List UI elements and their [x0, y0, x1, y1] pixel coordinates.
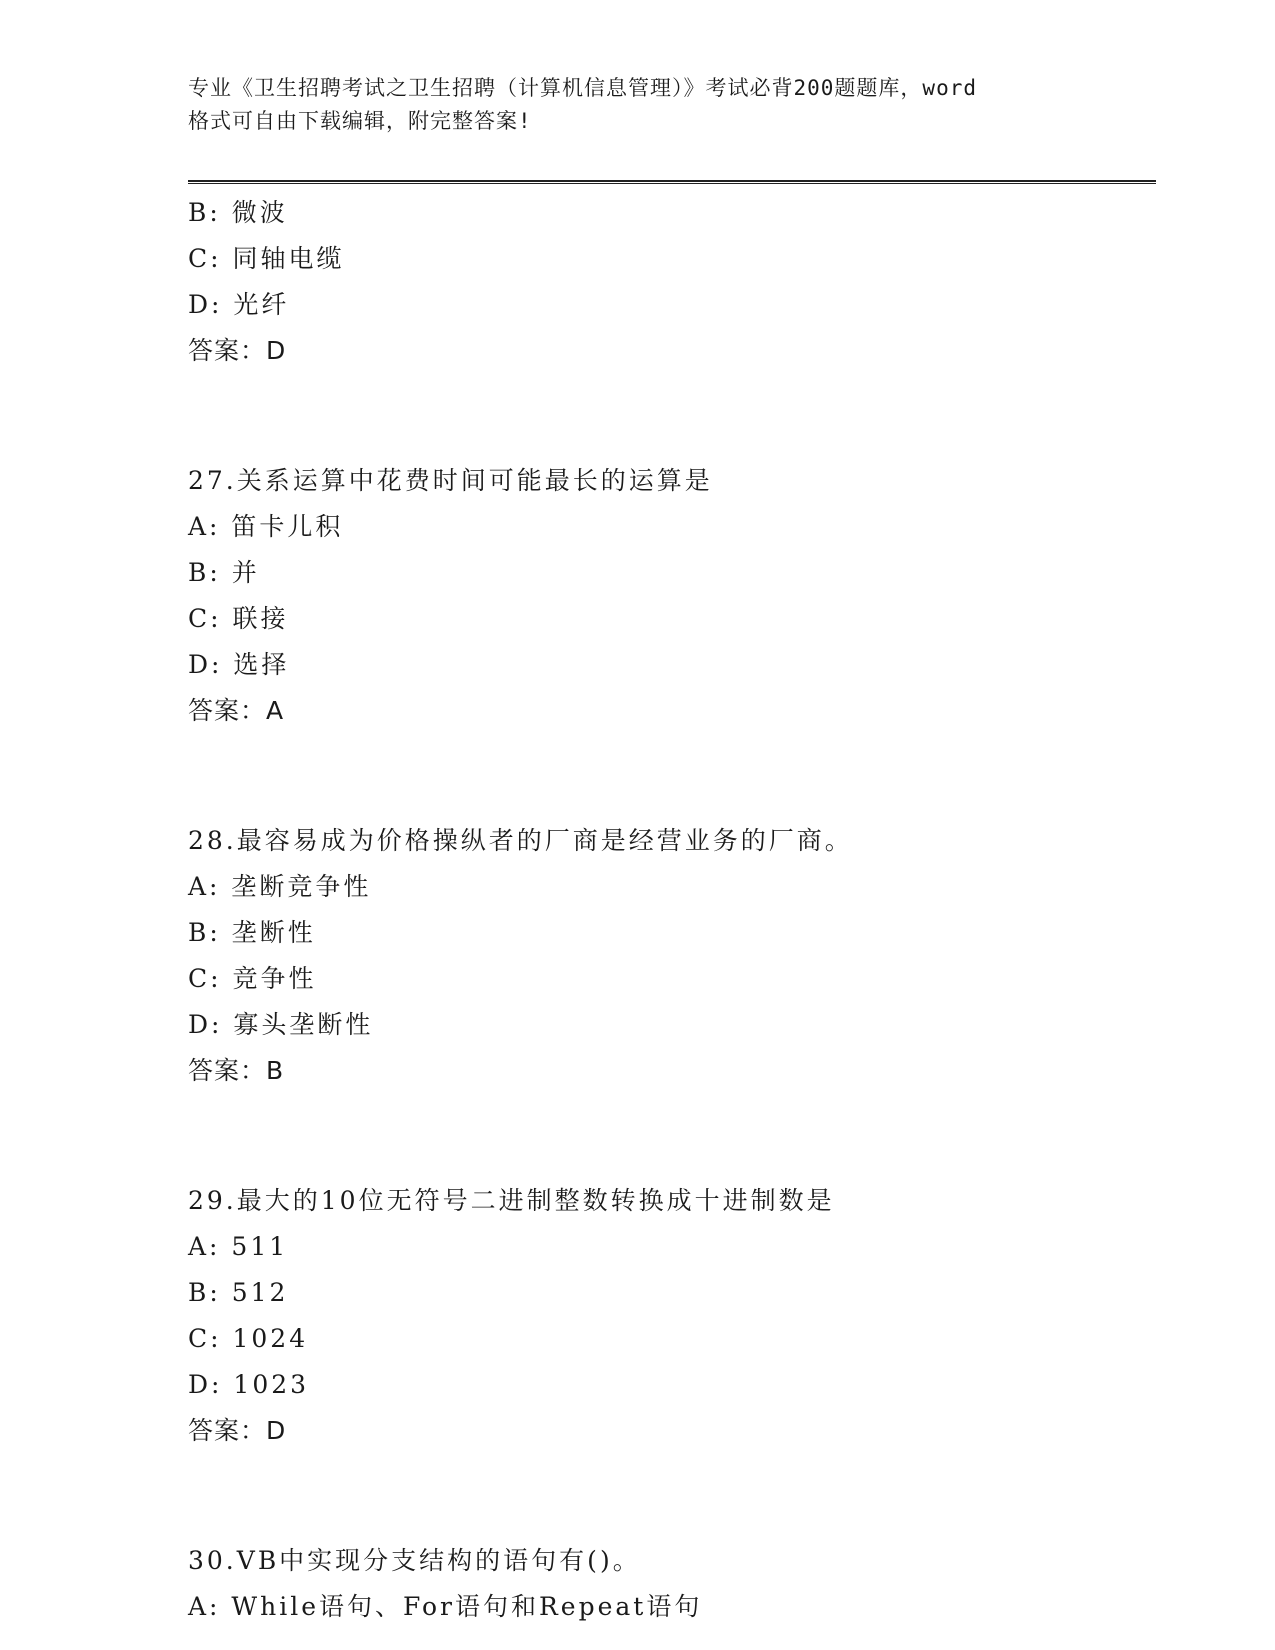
header-divider	[188, 180, 1156, 184]
document-header	[188, 72, 1088, 138]
header-line-1: 专业《卫生招聘考试之卫生招聘（计算机信息管理）》考试必背200题题库，word	[188, 76, 977, 100]
option-c: C: 同轴电缆	[188, 244, 345, 273]
option-b: B: 垄断性	[188, 918, 316, 947]
option-c: C: 1024	[188, 1324, 309, 1353]
option-b: B: 并	[188, 558, 260, 587]
question-block-29	[188, 1178, 1148, 1454]
option-d: D: 光纤	[188, 290, 290, 319]
answer: 答案：D	[188, 336, 287, 365]
option-d: D: 1023	[188, 1370, 310, 1399]
option-c: C: 竞争性	[188, 964, 317, 993]
option-d: D: 选择	[188, 650, 290, 679]
option-a: A: 笛卡儿积	[188, 512, 344, 541]
question-list	[188, 190, 1148, 1630]
question-text: 29.最大的10位无符号二进制整数转换成十进制数是	[188, 1186, 835, 1215]
answer: 答案：D	[188, 1416, 287, 1445]
question-block-27	[188, 458, 1148, 734]
option-a: A: While语句、For语句和Repeat语句	[188, 1592, 703, 1621]
question-block-26	[188, 190, 1148, 374]
option-a: A: 511	[188, 1232, 289, 1261]
question-block-30	[188, 1538, 1148, 1630]
question-block-28	[188, 818, 1148, 1094]
option-b: B: 微波	[188, 198, 288, 227]
header-line-2: 格式可自由下载编辑，附完整答案!	[188, 109, 532, 133]
question-text: 28.最容易成为价格操纵者的厂商是经营业务的厂商。	[188, 826, 853, 855]
answer: 答案：B	[188, 1056, 285, 1085]
question-text: 30.VB中实现分支结构的语句有()。	[188, 1546, 641, 1575]
answer: 答案：A	[188, 696, 285, 725]
option-a: A: 垄断竞争性	[188, 872, 372, 901]
option-d: D: 寡头垄断性	[188, 1010, 374, 1039]
option-b: B: 512	[188, 1278, 289, 1307]
question-text: 27.关系运算中花费时间可能最长的运算是	[188, 466, 713, 495]
option-c: C: 联接	[188, 604, 289, 633]
